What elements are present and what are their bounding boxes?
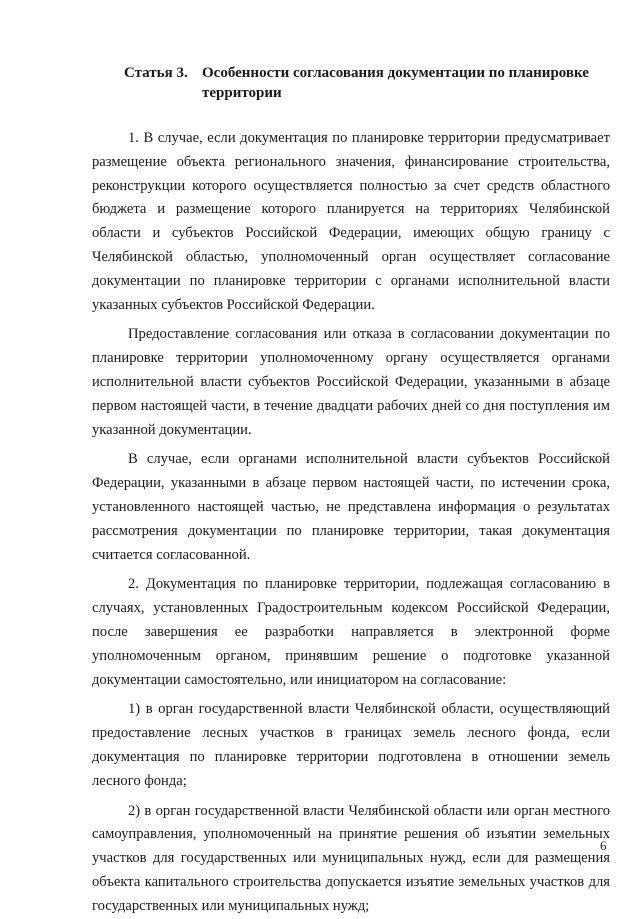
paragraph-3: В случае, если органами исполнительной власти субъектов Российской Федерации, указанными в абзаце первом настоящей части, по истечении срока, установленного настоящей частью, не представлена информация о результатах рассмотрения документации по планировке территории, такая документация считается согласованной. — [92, 451, 610, 563]
article-body — [92, 127, 610, 919]
paragraph-4: 2. Документация по планировке территории, подлежащая согласованию в случаях, установленных Градостроительным кодексом Российской Федерации, после завершения ее разработки направляется в электронной форме уполномоченным органом, принявшим решение о подготовке указанной документации самостоятельно, или инициатором на согласование: — [92, 576, 610, 688]
paragraph-5: 1) в орган государственной власти Челябинской области, осуществляющий предоставление лесных участков в границах земель лесного фонда, если документация по планировке территории подготовлена в отношении земель лесного фонда; — [92, 701, 610, 789]
paragraph-1: 1. В случае, если документация по планировке территории предусматривает размещение объекта регионального значения, финансирование строительства, реконструкции которого осуществляется полностью за счет средств областного бюджета и размещение которого планируется на территориях Челябинской области и субъектов Российской Федерации, имеющих общую границу с Челябинской областью, уполномоченный орган осуществляет согласование документации по планировке территории с органами исполнительной власти указанных субъектов Российской Федерации. — [92, 130, 610, 313]
paragraph-6: 2) в орган государственной власти Челябинской области или орган местного самоуправления, уполномоченный на принятие решения об изъятии земельных участков для государственных или муниципальных нужд, если для размещения объекта капитального строительства допускается изъятие земельных участков для государственных или муниципальных нужд; — [92, 802, 610, 914]
article-title: Особенности согласования документации по планировке территории — [202, 65, 589, 101]
article-label: Статья 3. — [124, 65, 188, 81]
paragraph-2: Предоставление согласования или отказа в согласовании документации по планировке территории уполномоченному органу осуществляется органами исполнительной власти субъектов Российской Федерации, указанными в абзаце первом настоящей части, в течение двадцати рабочих дней со дня поступления им указанной документации. — [92, 326, 610, 438]
page-number: 6 — [600, 838, 607, 853]
